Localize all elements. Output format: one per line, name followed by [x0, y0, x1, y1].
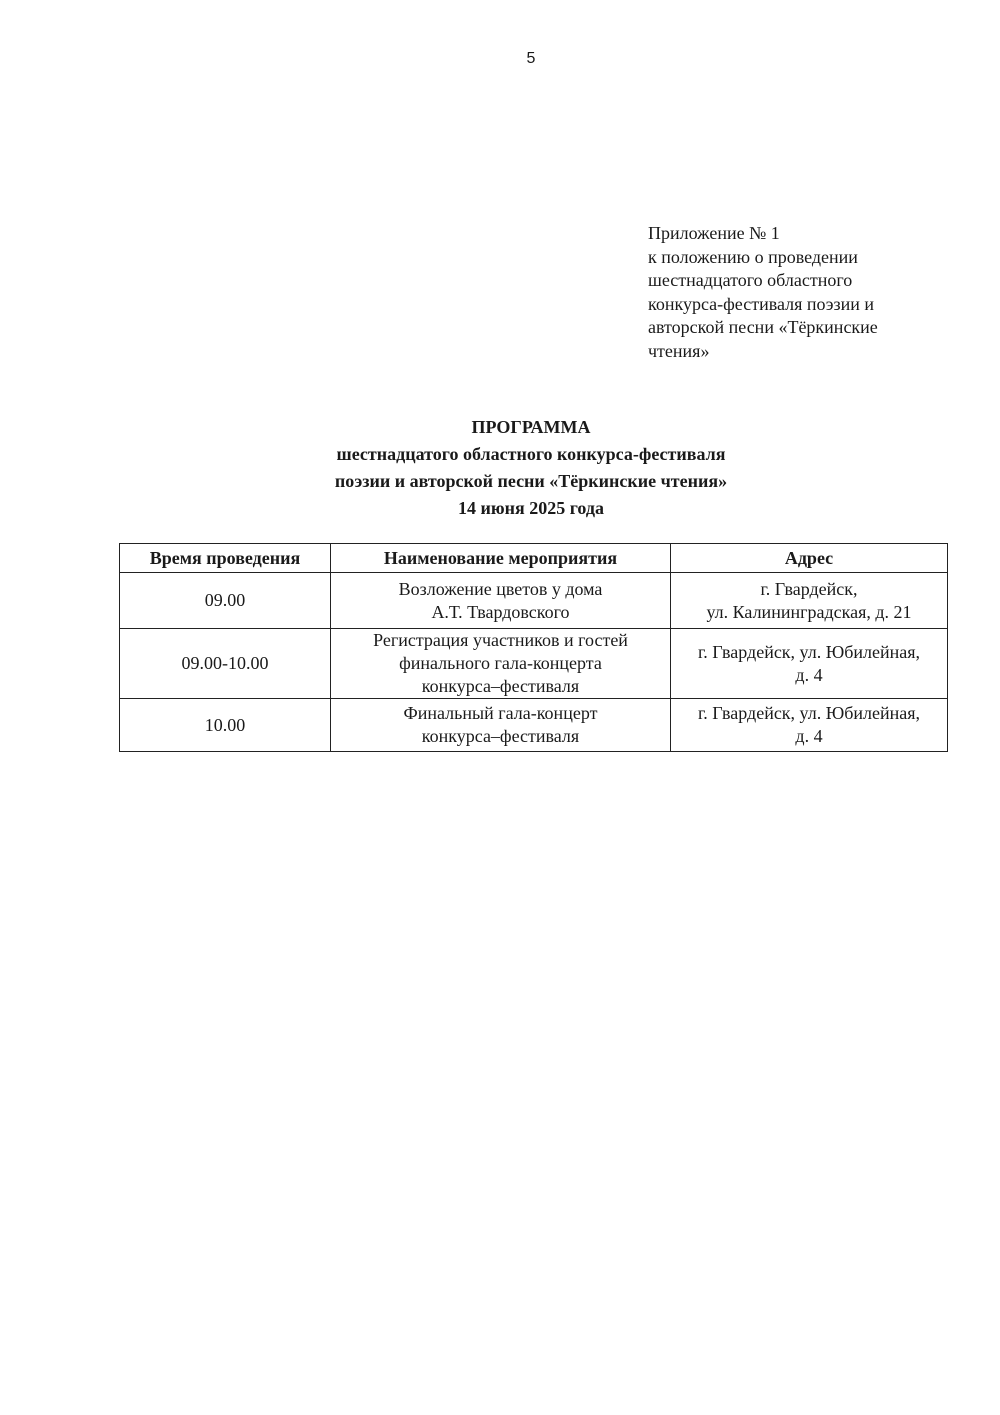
program-heading — [0, 414, 1000, 522]
cell-address — [671, 573, 948, 629]
cell-line: Возложение цветов у дома — [398, 578, 603, 599]
program-subtitle-line: шестнадцатого областного конкурса-фестиваля — [336, 444, 726, 464]
appendix-line: Приложение № 1 — [648, 223, 780, 243]
cell-line: конкурса–фестиваля — [421, 726, 580, 746]
table-row — [120, 573, 948, 629]
cell-line: д. 4 — [795, 664, 823, 685]
appendix-line: к положению о проведении — [648, 246, 858, 267]
cell-time: 09.00-10.00 — [120, 629, 331, 699]
cell-address — [671, 699, 948, 752]
cell-line: конкурса–фестиваля — [421, 676, 580, 696]
page-number: 5 — [526, 50, 536, 67]
header-address: Адрес — [671, 544, 948, 573]
table-header-row — [120, 544, 948, 573]
appendix-line: шестнадцатого областного — [648, 270, 853, 290]
cell-event-name — [331, 629, 671, 699]
cell-line: г. Гвардейск, — [760, 578, 858, 599]
cell-line: финального гала-концерта — [399, 653, 602, 673]
cell-line: г. Гвардейск, ул. Юбилейная, — [697, 641, 921, 662]
header-event-name: Наименование мероприятия — [331, 544, 671, 573]
program-title: ПРОГРАММА — [471, 417, 591, 437]
appendix-line: чтения» — [648, 340, 710, 361]
schedule-table — [119, 543, 948, 752]
appendix-line: конкурса-фестиваля поэзии и — [648, 293, 874, 314]
appendix-note — [648, 222, 948, 363]
cell-line: Регистрация участников и гостей — [373, 630, 628, 650]
cell-line: г. Гвардейск, ул. Юбилейная, — [697, 703, 921, 723]
cell-line: Финальный гала-концерт — [403, 703, 598, 723]
appendix-line: авторской песни «Тёркинские — [648, 317, 878, 337]
program-date: 14 июня 2025 года — [457, 498, 605, 518]
table-row — [120, 629, 948, 699]
table-row — [120, 699, 948, 752]
cell-event-name — [331, 573, 671, 629]
cell-line: А.Т. Твардовского — [431, 601, 570, 622]
cell-event-name — [331, 699, 671, 752]
header-time: Время проведения — [120, 544, 331, 573]
cell-line: д. 4 — [795, 726, 823, 746]
program-subtitle-line: поэзии и авторской песни «Тёркинские чтения» — [334, 471, 728, 491]
cell-time: 10.00 — [120, 699, 331, 752]
cell-time: 09.00 — [120, 573, 331, 629]
cell-line: ул. Калининградская, д. 21 — [706, 601, 912, 622]
cell-address — [671, 629, 948, 699]
